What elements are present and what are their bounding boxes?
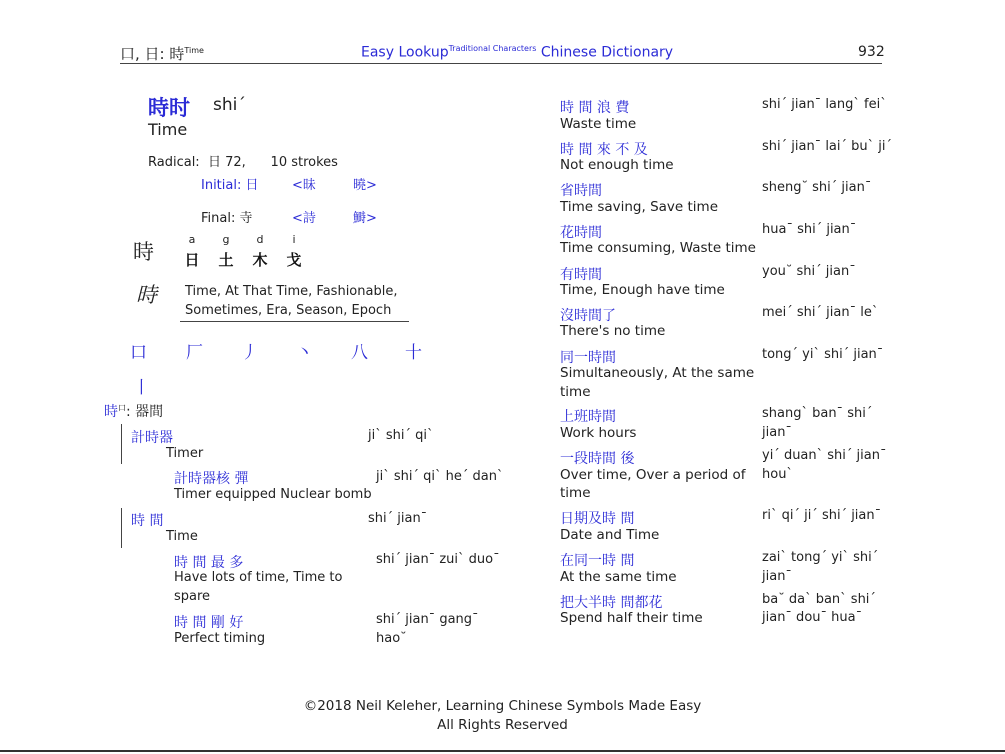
header-left-sup: Time — [184, 46, 204, 55]
right-entry-en-7a: Simultaneously, At the same — [560, 365, 755, 381]
right-entry-zh-3[interactable]: 省時間 — [560, 183, 602, 199]
right-entry-en-7b: time — [560, 384, 591, 400]
section-sup: 口 — [118, 403, 126, 413]
component-part-3: 木 — [252, 251, 268, 269]
initial-link-next[interactable]: 曉> — [353, 178, 377, 193]
right-entry-en-12: Spend half their time — [560, 610, 703, 626]
section-char: 時 — [104, 404, 118, 420]
left-entry-py-1: ji` shi´ qi` — [368, 428, 434, 443]
left-entry-py-3: shi´ jian¯ — [368, 511, 428, 526]
component-part-4: 戈 — [286, 251, 302, 269]
header-left-text: 口, 日: 時 — [120, 45, 185, 63]
right-entry-py-12b: jian¯ dou¯ hua¯ — [762, 610, 863, 625]
right-entry-py-1: shi´ jian¯ lang` fei` — [762, 97, 887, 112]
right-entry-zh-9[interactable]: 一段時間 後 — [560, 451, 635, 467]
radical-line: Radical: 日 72, 10 strokes — [148, 155, 338, 170]
stroke-radical-2[interactable]: 厂 — [186, 343, 203, 363]
left-entry-en-5: Perfect timing — [174, 631, 266, 646]
entry-pinyin: shi´ — [213, 95, 246, 115]
right-entry-en-4: Time consuming, Waste time — [560, 240, 756, 256]
right-entry-py-3: sheng˘ shi´ jian¯ — [762, 180, 872, 195]
left-entry-zh-2[interactable]: 計時器核 彈 — [174, 471, 249, 487]
component-main-char: 時 — [133, 240, 154, 264]
left-entry-zh-3[interactable]: 時 間 — [131, 513, 164, 529]
right-entry-py-7: tong´ yi` shi´ jian¯ — [762, 347, 884, 362]
entry-meaning: Time — [148, 120, 188, 139]
left-entry-en-4b: spare — [174, 589, 211, 604]
right-entry-py-9b: hou` — [762, 467, 793, 482]
left-entry-py-5a: shi´ jian¯ gang¯ — [376, 612, 479, 627]
right-entry-zh-12[interactable]: 把大半時 間都花 — [560, 595, 663, 611]
initial-char: 日 — [245, 178, 259, 193]
stroke-radical-6[interactable]: 十 — [405, 343, 422, 363]
right-entry-en-6: There's no time — [560, 323, 666, 339]
final-row — [201, 207, 253, 226]
header-title-sup: Traditional Characters — [448, 44, 537, 53]
component-label-i: i — [292, 233, 296, 246]
meanings-line-1: Time, At That Time, Fashionable, — [185, 284, 398, 299]
right-entry-en-11: At the same time — [560, 569, 677, 585]
footer-line-1: ©2018 Neil Keleher, Learning Chinese Symbols Made Easy — [303, 698, 702, 714]
left-entry-en-4a: Have lots of time, Time to — [174, 570, 343, 585]
stroke-radical-5[interactable]: 八 — [351, 343, 368, 363]
component-part-2: 土 — [218, 251, 234, 269]
right-entry-py-2: shi´ jian¯ lai´ bu` ji´ — [762, 139, 892, 154]
tree-line-2 — [121, 508, 122, 548]
left-entry-en-2: Timer equipped Nuclear bomb — [174, 487, 372, 502]
right-entry-py-6: mei´ shi´ jian¯ le` — [762, 305, 879, 320]
header-title — [361, 44, 673, 61]
left-entry-py-4: shi´ jian¯ zui` duo¯ — [376, 552, 500, 567]
right-entry-en-1: Waste time — [560, 116, 637, 132]
component-label-d: d — [256, 233, 264, 246]
right-entry-en-5: Time, Enough have time — [560, 282, 725, 298]
right-entry-py-10: ri` qi´ ji´ shi´ jian¯ — [762, 508, 882, 523]
right-entry-py-9a: yi´ duan` shi´ jian¯ — [762, 448, 887, 463]
header-title-part1: Easy Lookup — [361, 44, 449, 61]
right-entry-zh-4[interactable]: 花時間 — [560, 225, 602, 241]
right-entry-zh-5[interactable]: 有時間 — [560, 267, 602, 283]
right-entry-zh-7[interactable]: 同一時間 — [560, 350, 616, 366]
component-label-a: a — [188, 233, 196, 246]
meanings-underline — [180, 321, 409, 322]
left-entry-zh-5[interactable]: 時 間 剛 好 — [174, 615, 244, 631]
right-entry-en-3: Time saving, Save time — [560, 199, 719, 215]
right-entry-zh-2[interactable]: 時 間 來 不 及 — [560, 142, 648, 158]
final-label: Final: — [201, 211, 236, 226]
bottom-rule — [0, 750, 1005, 752]
section-label — [104, 401, 163, 421]
tree-line-1 — [121, 424, 122, 464]
page-number: 932 — [858, 44, 885, 60]
calligraphy-char: 時 — [136, 283, 157, 307]
meanings-line-2: Sometimes, Era, Season, Epoch — [185, 303, 392, 318]
right-entry-zh-10[interactable]: 日期及時 間 — [560, 511, 635, 527]
entry-heading-chars: 時时 — [148, 96, 190, 120]
right-entry-en-2: Not enough time — [560, 157, 674, 173]
stroke-radical-1[interactable]: 口 — [130, 343, 147, 363]
right-entry-py-8b: jian¯ — [762, 425, 792, 440]
section-label-text: : 器間 — [126, 404, 164, 420]
right-entry-py-12a: ba˘ da` ban` shi´ — [762, 592, 876, 607]
right-entry-en-8: Work hours — [560, 425, 637, 441]
right-entry-en-9b: time — [560, 485, 591, 501]
right-entry-py-8a: shang` ban¯ shi´ — [762, 406, 873, 421]
initial-link-prev[interactable]: <昧 — [292, 178, 316, 193]
header-rule — [120, 63, 882, 64]
stroke-radical-3[interactable]: 丿 — [241, 343, 258, 363]
left-entry-en-1: Timer — [166, 446, 204, 461]
final-char: 寺 — [239, 211, 253, 226]
header-left-label — [120, 43, 204, 64]
right-entry-en-9a: Over time, Over a period of — [560, 467, 746, 483]
initial-label: Initial: — [201, 178, 242, 193]
component-part-1: 日 — [184, 251, 200, 269]
left-entry-zh-4[interactable]: 時 間 最 多 — [174, 555, 244, 571]
right-entry-zh-6[interactable]: 沒時間了 — [560, 308, 616, 324]
left-entry-zh-1[interactable]: 計時器 — [131, 430, 173, 446]
stroke-radical-4[interactable]: 丶 — [296, 343, 313, 363]
right-entry-zh-8[interactable]: 上班時間 — [560, 409, 616, 425]
final-link-prev[interactable]: <詩 — [292, 211, 316, 226]
right-entry-py-11b: jian¯ — [762, 569, 792, 584]
right-entry-py-4: hua¯ shi´ jian¯ — [762, 222, 857, 237]
header-title-part2: Chinese Dictionary — [536, 44, 674, 61]
left-entry-py-2: ji` shi´ qi` he´ dan` — [376, 469, 504, 484]
left-entry-py-5b: hao˘ — [376, 631, 407, 646]
footer-line-2: All Rights Reserved — [437, 717, 568, 733]
final-link-next[interactable]: 鰣> — [353, 211, 377, 226]
initial-row — [201, 174, 259, 193]
right-entry-py-5: you˘ shi´ jian¯ — [762, 264, 856, 279]
right-entry-py-11a: zai` tong´ yi` shi´ — [762, 550, 879, 565]
right-entry-zh-11[interactable]: 在同一時 間 — [560, 553, 635, 569]
component-label-g: g — [222, 233, 230, 246]
right-entry-zh-1[interactable]: 時 間 浪 費 — [560, 100, 630, 116]
stroke-radical-7[interactable]: 丨 — [133, 378, 150, 398]
right-entry-en-10: Date and Time — [560, 527, 660, 543]
left-entry-en-3: Time — [166, 529, 198, 544]
